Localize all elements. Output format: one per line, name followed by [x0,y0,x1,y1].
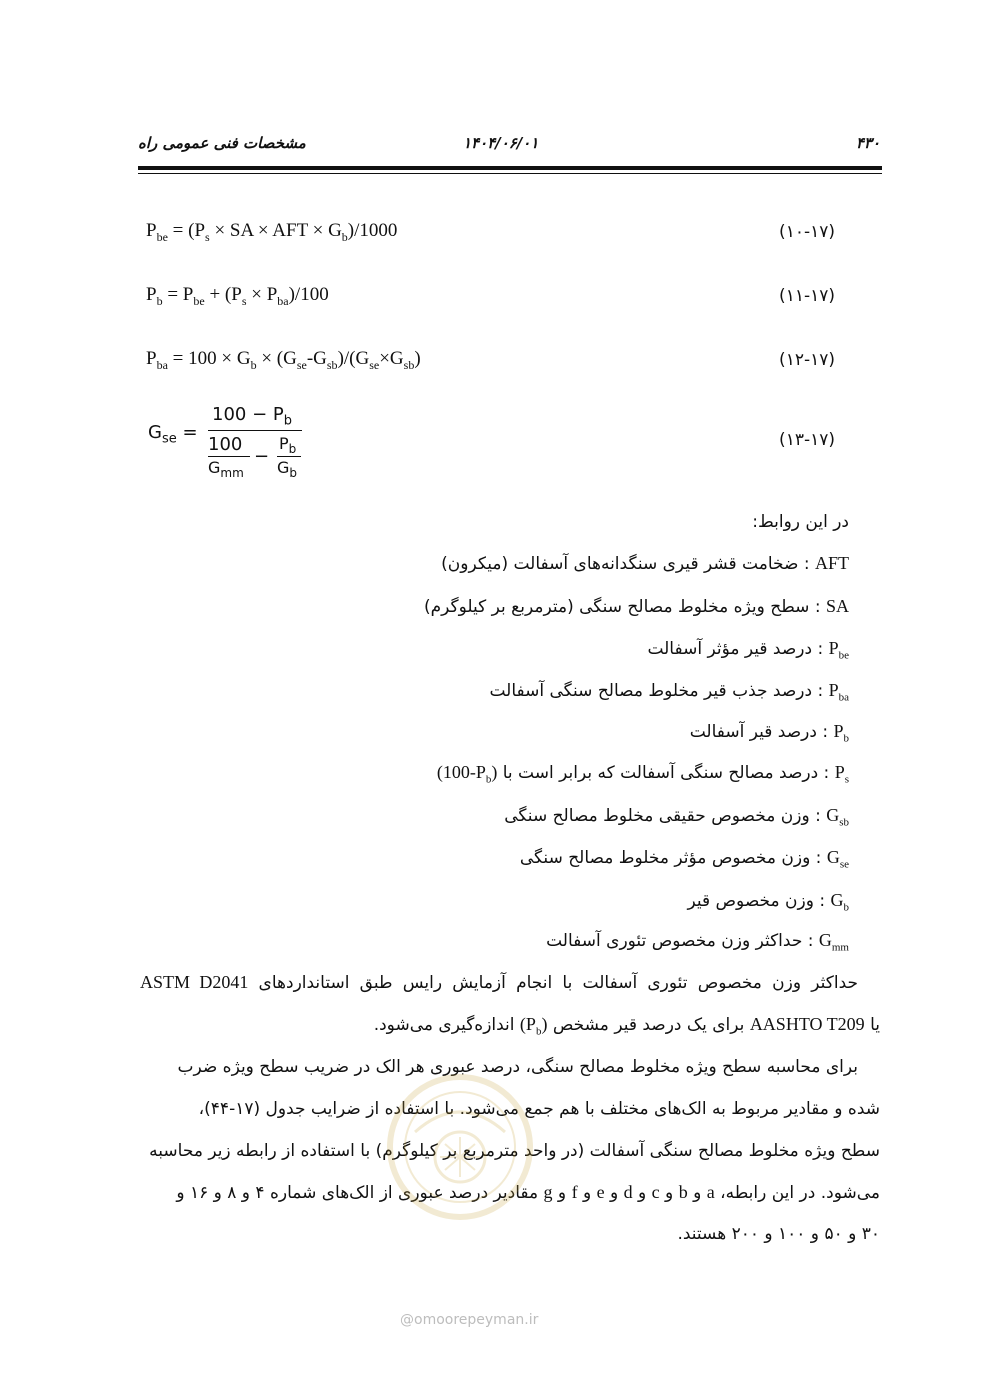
equation-11-17: $P_b = P_{be} + (P_s \times P_{ba})/100$ [146,284,329,308]
paragraph-line: شده و مقادیر مربوط به الک‌های مختلف با هم جمع می‌شود. با استفاده از ضرایب جدول (۱۷-۴۴)، [198,1099,880,1119]
definition-item: $P_s$ : درصد مصالح سنگی آسفالت که برابر است با $(100-P_b)$ [436,762,849,786]
header-date: ۱۴۰۴/۰۶/۰۱ [463,134,539,152]
header-title: مشخصات فنی عمومی راه [138,134,306,152]
paragraph-line: می‌شود. در این رابطه، a و b و c و d و e و f و g مقادیر درصد عبوری از الک‌های شماره ۴ و ۸ و ۱۶ و [176,1182,880,1203]
definition-item: $P_{be}$ : درصد قیر مؤثر آسفالت [647,638,849,662]
equation-10-17: $P_{be} = (P_s$ × SA × AFT × $G_b)/1000$ [146,220,398,244]
equation-number: (۱۳-۱۷) [779,430,835,450]
equation-number: (۱۰-۱۷) [779,222,835,242]
paragraph-line: سطح ویژه مخلوط مصالح سنگی آسفالت (در واحد مترمربع بر کیلوگرم) با استفاده از رابطه زیر محاسبه [149,1141,880,1161]
definition-item: $P_{ba}$ : درصد جذب قیر مخلوط مصالح سنگی آسفالت [489,680,849,704]
paragraph-line: برای محاسبه سطح ویژه مخلوط مصالح سنگی، درصد عبوری هر الک در ضریب سطح ویژه ضرب [177,1057,858,1077]
definition-item: $P_b$ : درصد قیر آسفالت [689,721,849,745]
definition-item: $G_{mm}$ : حداکثر وزن مخصوص تئوری آسفالت [546,930,849,954]
definitions-intro: در این روابط: [752,512,849,532]
paragraph-line: حداکثر وزن مخصوص تئوری آسفالت با انجام آزمایش رایس طبق استانداردهای ASTM D2041 [140,972,858,993]
paragraph-line: یا AASHTO T209 برای یک درصد قیر مشخص $(P_b)$ اندازه‌گیری می‌شود. [373,1014,880,1038]
paragraph-line: ۳۰ و ۵۰ و ۱۰۰ و ۲۰۰ هستند. [677,1224,880,1244]
definition-item: $G_{se}$ : وزن مخصوص مؤثر مخلوط مصالح سنگی [519,847,849,871]
header-rule-thin [138,173,882,174]
definition-item: SA : سطح ویژه مخلوط مصالح سنگی (مترمربع بر کیلوگرم) [424,596,849,617]
page-header [138,130,882,160]
equation-number: (۱۲-۱۷) [779,350,835,370]
equation-12-17: $P_{ba} = 100 \times G_b \times (G_{se}-G_{sb})/(G_{se}\times G_{sb})$ [146,348,421,372]
equation-13-17: $G_{se}$ = $100 - P_b$ 100 $G_{mm}$ − $P_b$ $G_b$ [148,400,328,490]
watermark-seal-icon [385,1072,535,1222]
equation-number: (۱۱-۱۷) [779,286,835,306]
definition-item: $G_b$ : وزن مخصوص قیر [687,890,849,914]
page-number: ۴۳۰ [855,134,880,152]
header-rule-thick [138,166,882,170]
definition-item: $G_{sb}$ : وزن مخصوص حقیقی مخلوط مصالح سنگی [504,805,849,829]
definition-item: AFT : ضخامت قشر قیری سنگدانه‌های آسفالت (میکرون) [441,553,849,574]
watermark-site: @omoorepeyman.ir [400,1312,539,1328]
